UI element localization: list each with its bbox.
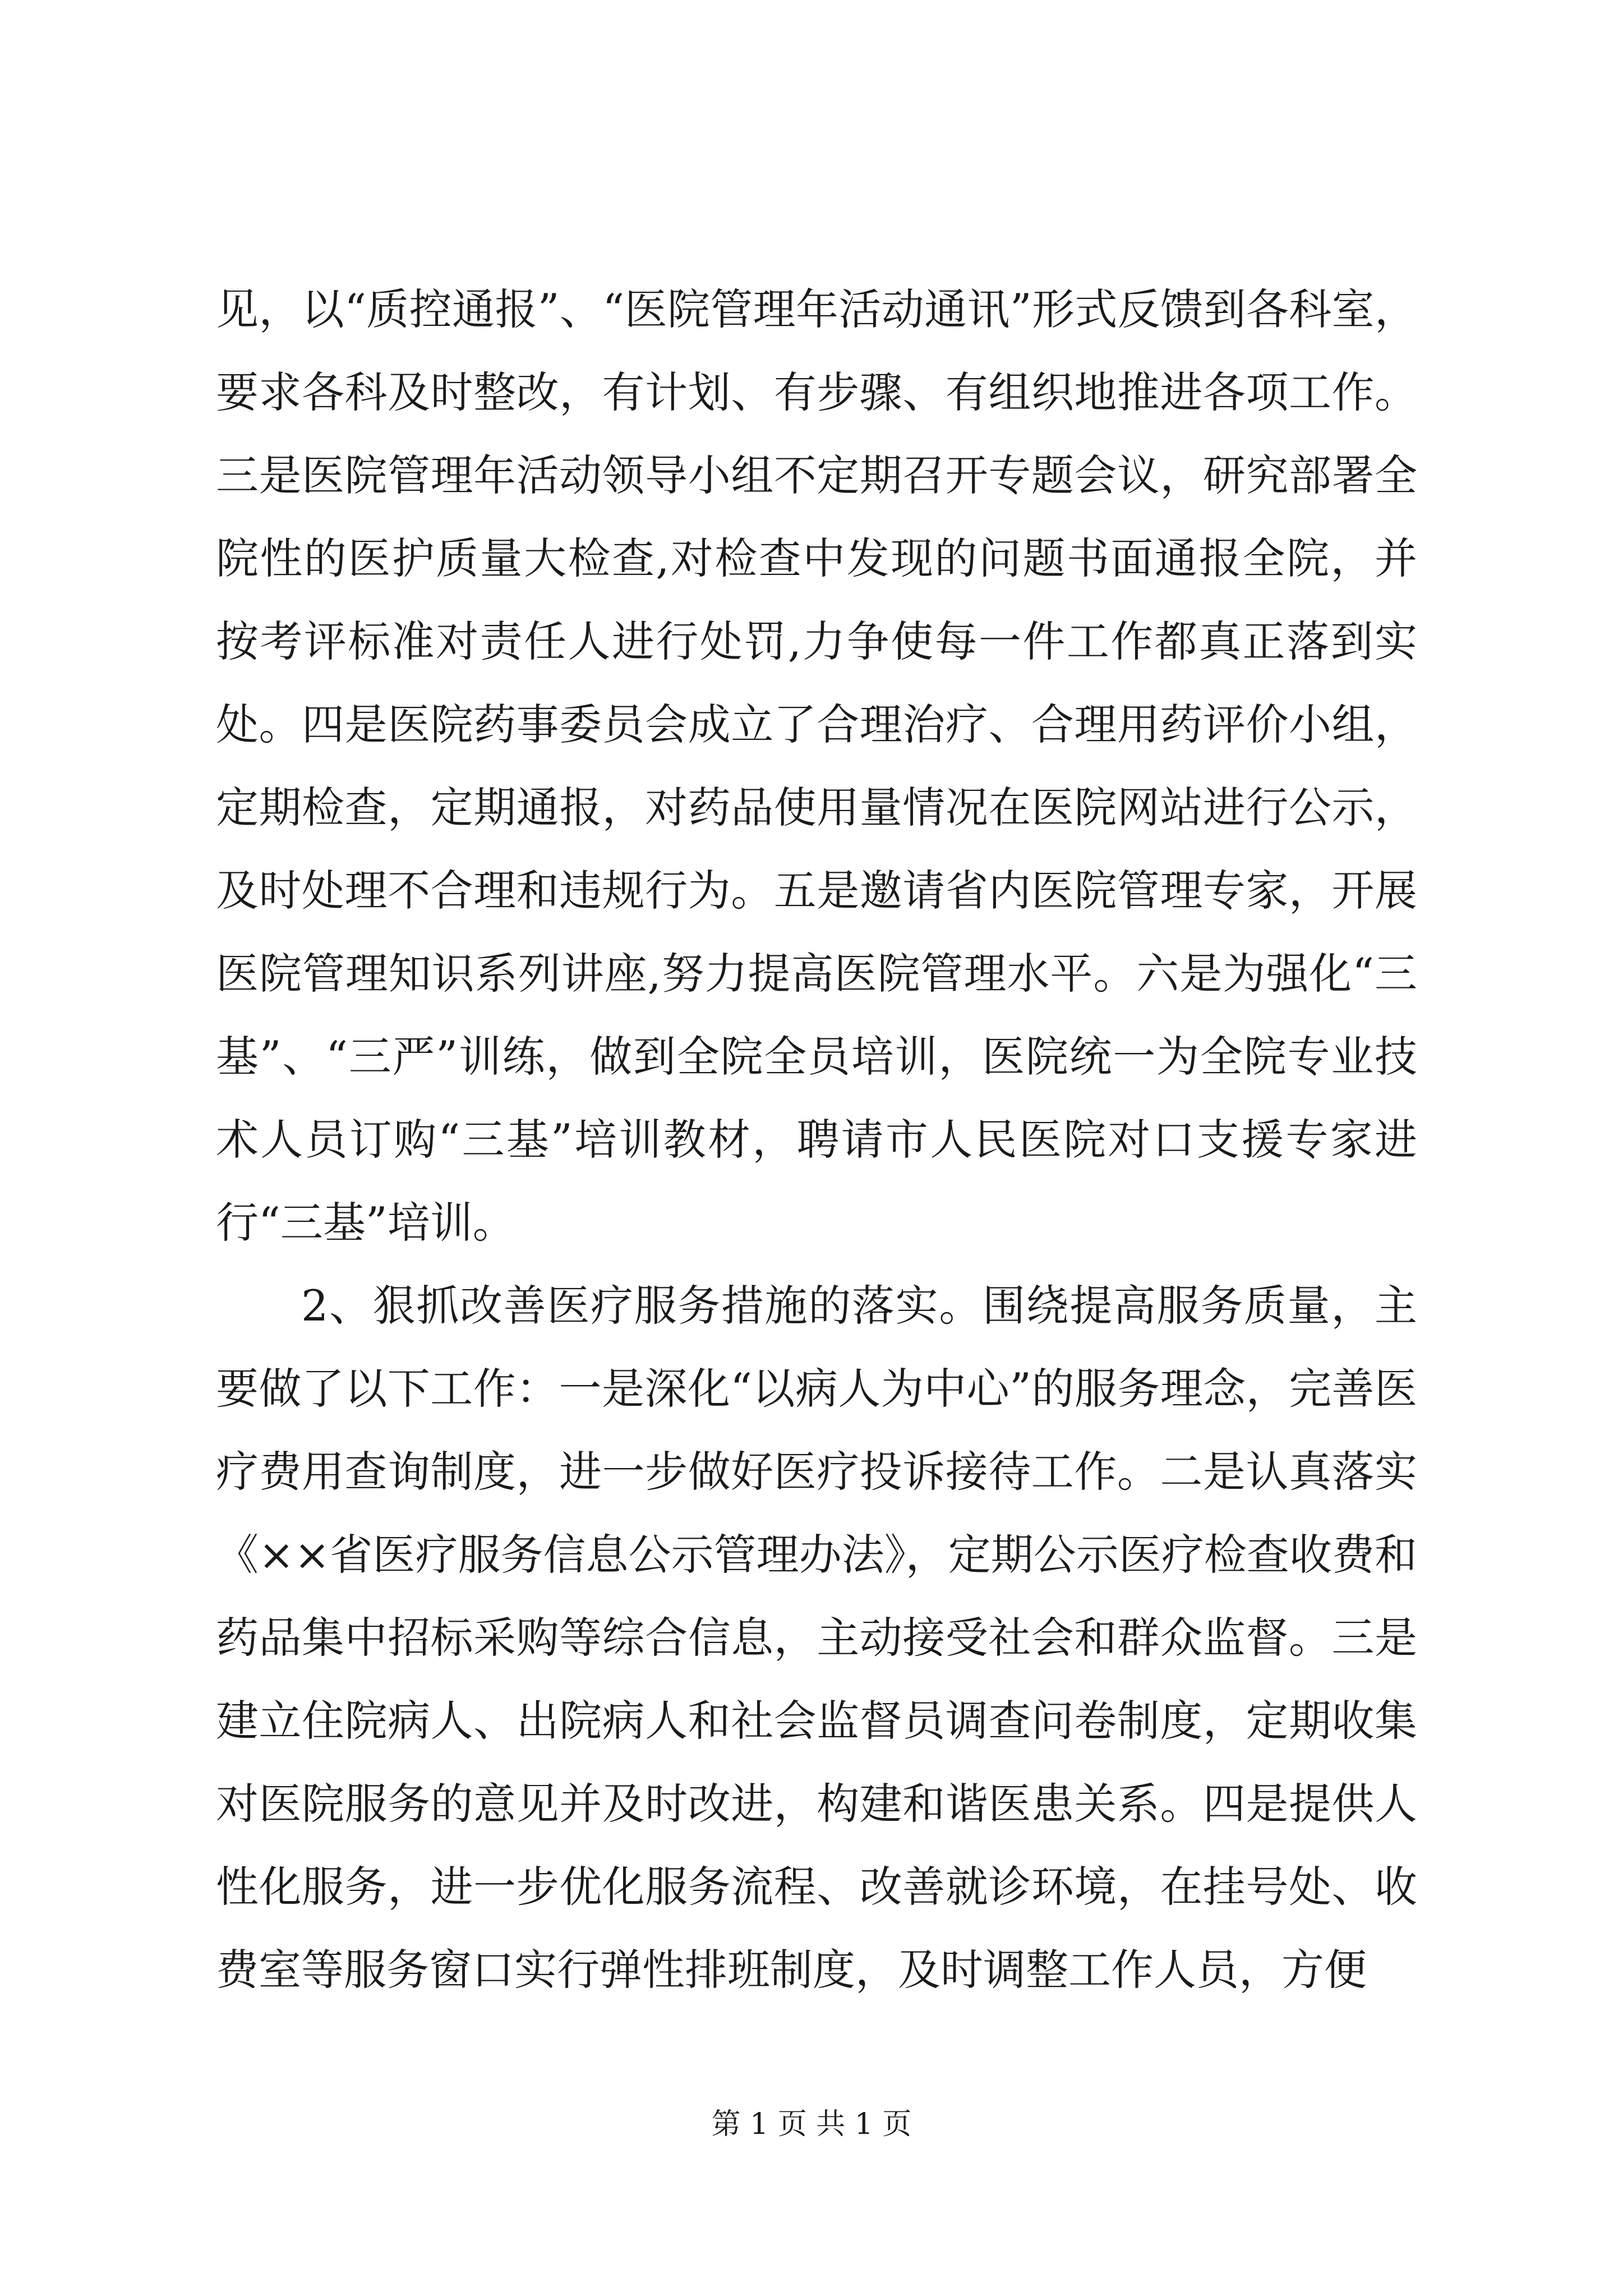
paragraph-2: 2、狠抓改善医疗服务措施的落实。围绕提高服务质量，主要做了以下工作：一是深化“以病人为中心”的服务理念，完善医疗费用查询制度，进一步做好医疗投诉接待工作。二是认真落实《××省医疗服务信息公示管理办法》，定期公示医疗检查收费和药品集中招标采购等综合信息，主动接受社会和群众监督。三是建立住院病人、出院病人和社会监督员调查问卷制度，定期收集对医院服务的意见并及时改进，构建和谐医患关系。四是提供人性化服务，进一步优化服务流程、改善就诊环境，在挂号处、收费室等服务窗口实行弹性排班制度，及时调整工作人员，方便 xyxy=(216,1281,1417,1995)
document-body xyxy=(216,268,1417,2012)
page-footer: 第 1 页 共 1 页 xyxy=(711,2108,912,2141)
paragraph-1: 见，以“质控通报”、“医院管理年活动通讯”形式反馈到各科室，要求各科及时整改，有计划、有步骤、有组织地推进各项工作。三是医院管理年活动领导小组不定期召开专题会议，研究部署全院性的医护质量大检查,对检查中发现的问题书面通报全院，并按考评标准对责任人进行处罚,力争使每一件工作都真正落到实处。四是医院药事委员会成立了合理治疗、合理用药评价小组，定期检查，定期通报，对药品使用量情况在医院网站进行公示，及时处理不合理和违规行为。五是邀请省内医院管理专家，开展医院管理知识系列讲座,努力提高医院管理水平。六是为强化“三基”、“三严”训练，做到全院全员培训，医院统一为全院专业技术人员订购“三基”培训教材，聘请市人民医院对口支援专家进行“三基”培训。 xyxy=(216,284,1417,1248)
